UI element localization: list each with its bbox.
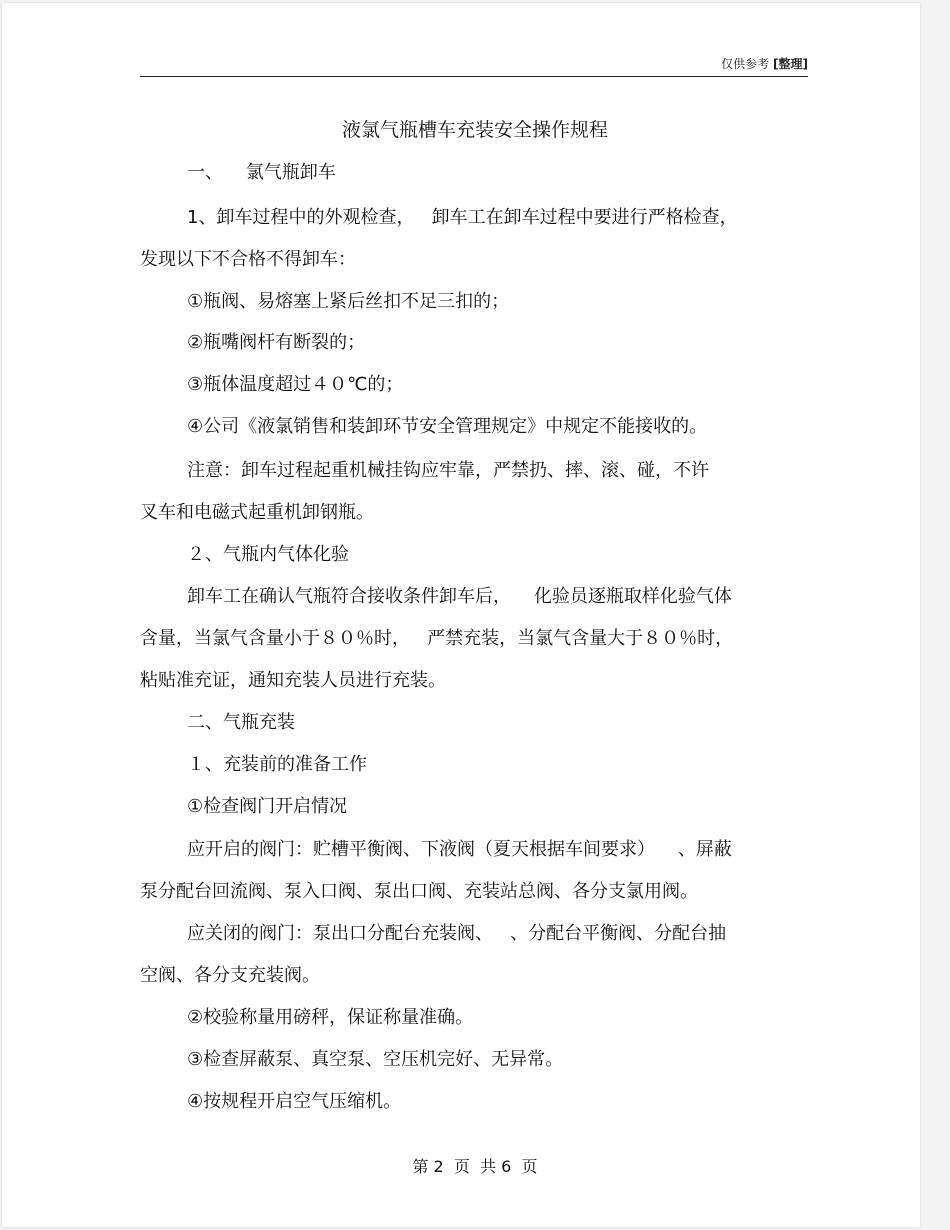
paragraph-line: 空阀、各分支充装阀。	[140, 965, 320, 986]
list-item: ②瓶嘴阀杆有断裂的；	[187, 332, 366, 353]
list-item: ①瓶阀、易熔塞上紧后丝扣不足三扣的；	[187, 291, 510, 312]
paragraph-line: 应关闭的阀门：泵出口分配台充装阀、 、分配台平衡阀、分配台抽	[187, 923, 727, 944]
list-item: ④按规程开启空气压缩机。	[187, 1091, 402, 1112]
paragraph-line: 注意：卸车过程起重机械挂钩应牢靠，严禁扔、摔、滚、碰，不许	[187, 460, 709, 481]
paragraph-line: 含量，当氯气含量小于８０％时， 严禁充装，当氯气含量大于８０％时，	[140, 628, 734, 649]
paragraph-line: 叉车和电磁式起重机卸钢瓶。	[140, 502, 374, 523]
paragraph-line: 卸车工在确认气瓶符合接收条件卸车后， 化验员逐瓶取样化验气体	[187, 586, 732, 607]
header-note: 仅供参考	[721, 57, 770, 71]
paragraph-line: 泵分配台回流阀、泵入口阀、泵出口阀、充装站总阀、各分支氯用阀。	[140, 881, 698, 902]
list-item: ③瓶体温度超过４０℃的；	[187, 374, 404, 395]
list-item: ②校验称量用磅秤，保证称量准确。	[187, 1007, 474, 1028]
section-heading-1: 一、 氯气瓶卸车	[187, 162, 336, 183]
paragraph-line: 粘贴准充证，通知充装人员进行充装。	[140, 670, 446, 691]
list-item: ④公司《液氯销售和装卸环节安全管理规定》中规定不能接收的。	[187, 416, 708, 437]
subsection-heading: １、充装前的准备工作	[187, 754, 367, 775]
page-footer: 第 2 页 共 6 页	[412, 1157, 538, 1176]
page-header	[140, 52, 808, 77]
paragraph-line: 应开启的阀门：贮槽平衡阀、下液阀（夏天根据车间要求） 、屏蔽	[187, 839, 732, 860]
paragraph-line: 1、卸车过程中的外观检查， 卸车工在卸车过程中要进行严格检查，	[187, 207, 738, 228]
paragraph-line: 发现以下不合格不得卸车：	[140, 249, 356, 270]
list-item: ③检查屏蔽泵、真空泵、空压机完好、无异常。	[187, 1049, 564, 1070]
list-item: ①检查阀门开启情况	[187, 796, 348, 817]
document-title: 液氯气瓶槽车充装安全操作规程	[341, 119, 608, 141]
document-page	[2, 3, 920, 1227]
section-heading-2: 二、气瓶充装	[187, 712, 295, 733]
subsection-heading: ２、气瓶内气体化验	[187, 544, 349, 565]
header-tag: [整理]	[773, 57, 808, 71]
